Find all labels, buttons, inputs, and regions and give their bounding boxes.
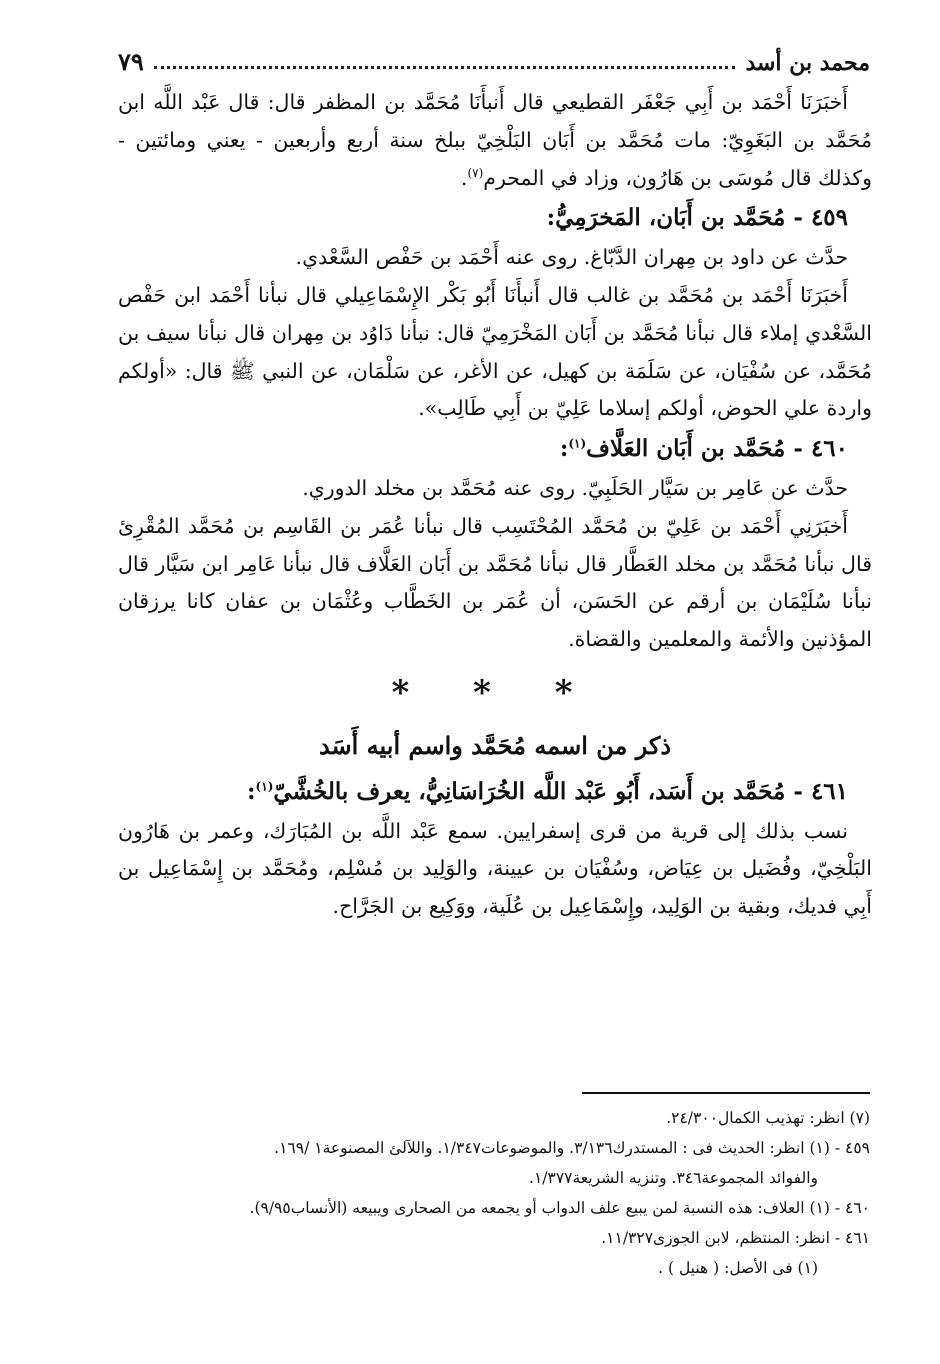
- entry-461-title-end: :: [247, 777, 256, 805]
- footnote-line: ٤٦٠ - (١) العلاف: هذه النسبة لمن يبيع علف الدواب أو يجمعه من الصحارى ويبيعه (الأنساب٩/٩٥).: [249, 1199, 870, 1217]
- header-dot-leader: [154, 66, 736, 69]
- page-number: ٧٩: [118, 47, 144, 76]
- entry-461-paragraph-1: نسب بذلك إلى قرية من قرى إسفرايين. سمع عَبْد اللَّه بن المُبَارَك، وعمر بن هَارُون البَلْخِيّ، وفُضَيل بن عِيَاض، وسُفْيَان بن عيينة، والوَلِيد بن مُسْلِم، ومُحَمَّد بن إِسْمَاعِيل بن أَبِي فديك، وبقية بن الوَلِيد، وإِسْمَاعِيل بن عُلَية، ووَكِيع بن الجَرَّاح.: [118, 818, 872, 919]
- footnote-marker: (١): [568, 436, 587, 451]
- footnote-line: ٤٦١ - انظر: المنتظم، لابن الجوزى١١/٣٢٧.: [601, 1229, 870, 1247]
- entry-461-title-text: ٤٦١ - مُحَمَّد بن أَسَد، أَبُو عَبْد اللَّه الخُرَاسَانِيُّ، يعرف بالخُشَّيّ: [273, 777, 848, 805]
- footnotes: [110, 1103, 870, 1283]
- entry-460-title-end: :: [559, 435, 569, 463]
- paragraph-text: أَخبَرَنَا أَحْمَد بن أَبِي جَعْفَر القطيعي قال أَنبأَنَا مُحَمَّد بن المظفر قال: قال عَبْد اللَّه ابن مُحَمَّد بن البَغَوِيّ: مات مُحَمَّد بن أَبَان البَلْخِيّ ببلخ سنة أربع وأربعين - يعني ومائتين - وكذلك قال مُوسَى بن هَارُون، وزاد في المحرم: [118, 90, 872, 190]
- paragraph-end: .: [460, 165, 468, 190]
- entry-460-title-text: ٤٦٠ - مُحَمَّد بن أَبَان العَلَّاف: [586, 435, 848, 463]
- section-separator-stars: * * *: [391, 672, 599, 713]
- section-heading: ذكر من اسمه مُحَمَّد واسم أبيه أَسَد: [318, 730, 672, 760]
- footnote-marker: (١): [255, 779, 274, 794]
- entry-460-paragraph-2: أَخبَرَنِي أَحْمَد بن عَلِيّ بن مُحَمَّد المُحْتَسِب قال نبأنا عُمَر بن القَاسِم بن مُحَمَّد المُقْرِئ قال نبأنا مُحَمَّد بن مخلد العَطَّار قال نبأنا مُحَمَّد بن أَبَان العَلَّاف قال نبأنا عَامِر ابن سَيَّار قال نبأنا سُلَيْمَان بن أرقم عن الحَسَن، أن عُمَر بن الخَطَّاب وعُثْمَان بن عفان كانا يرزقان المؤذنين والأئمة والمعلمين والقضاة.: [118, 513, 872, 652]
- running-title: محمد بن أسد: [745, 50, 870, 76]
- entry-460-paragraph-1: حدَّث عن عَامِر بن سَيَّار الحَلَبِيّ. روى عنه مُحَمَّد بن مخلد الدوري.: [302, 475, 848, 500]
- entry-460-title: [118, 430, 872, 468]
- entry-459-paragraph-2: أَخبَرَنَا أَحْمَد بن مُحَمَّد بن غالب قال أَنبأَنَا أَبُو بَكْر الإِسْمَاعِيلي قال نبأنا أَحْمَد ابن حَفْص السَّعْدي إملاء قال نبأنا مُحَمَّد بن أَبَان المَخْرَمِيّ قال: نبأنا دَاوُد بن مِهران قال نبأنا سيف بن مُحَمَّد، عن سُفْيَان، عن سَلَمَة بن كهيل، عن الأغر، عن سَلْمَان، عن النبي ﷺ قال: «أولكم واردة علي الحوض، أولكم إسلاما عَلِيّ بن أَبِي طَالِب».: [118, 282, 872, 421]
- footnote-line: (٧) انظر: تهذيب الكمال٢٤/٣٠٠.: [666, 1109, 870, 1127]
- entry-459-paragraph-1: حدَّث عن داود بن مِهران الدَّبّاغ. روى عنه أَحْمَد بن حَفْص السَّعْدي.: [295, 245, 848, 270]
- footnote-line: والفوائد المجموعة٣٤٦. وتنزيه الشريعة١/٣٧٧.: [529, 1169, 818, 1187]
- entry-461-title: [118, 773, 872, 811]
- main-text: [118, 84, 872, 926]
- paragraph-continued: [118, 84, 872, 197]
- footnote-divider: [582, 1092, 870, 1094]
- page-header: [118, 36, 870, 76]
- entry-459-title: ٤٥٩ - مُحَمَّد بن أَبَان، المَخرَمِيُّ:: [546, 204, 848, 232]
- footnote-marker: (٧): [467, 165, 484, 180]
- footnote-line: ٤٥٩ - (١) انظر: الحديث فى : المستدرك٣/١٣٦. والموضوعات١/٣٤٧. واللآلئ المصنوعة١ /١٦٩.: [274, 1139, 870, 1157]
- footnote-line: (١) فى الأصل: ( هنيل ) .: [658, 1259, 818, 1277]
